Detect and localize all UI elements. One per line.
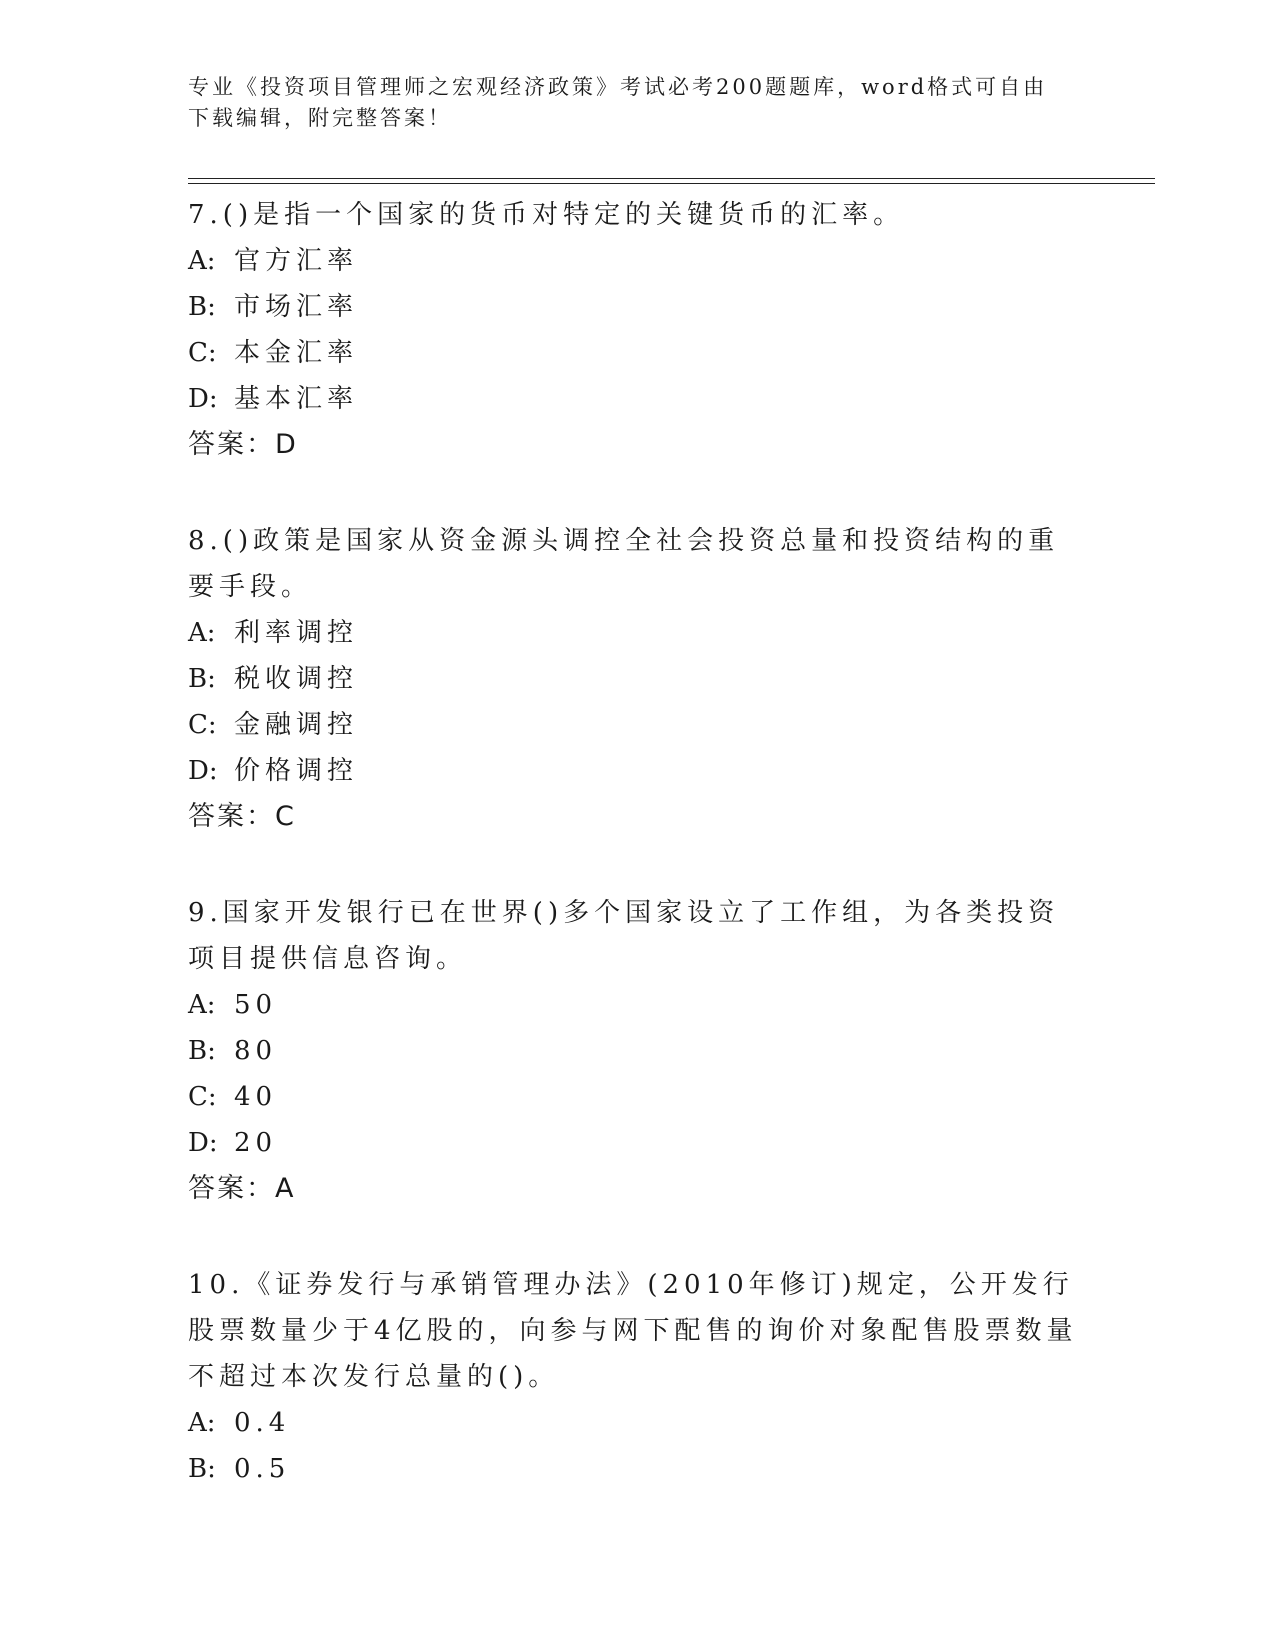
question-list — [188, 190, 1088, 1542]
option-text: 0.4 — [234, 1408, 291, 1438]
option-c — [188, 330, 1088, 376]
option-text: 价格调控 — [234, 756, 359, 786]
option-label: C: — [188, 338, 217, 368]
question-10 — [188, 1262, 1088, 1492]
option-label: A: — [188, 1408, 216, 1438]
option-label: D: — [188, 756, 218, 786]
option-text: 金融调控 — [234, 710, 359, 740]
option-label: B: — [188, 664, 216, 694]
option-label: A: — [188, 618, 216, 648]
document-header: 专业《投资项目管理师之宏观经济政策》考试必考200题题库，word格式可自由下载编辑，附完整答案！ — [188, 75, 1048, 130]
option-c — [188, 1074, 1088, 1120]
option-text: 市场汇率 — [234, 292, 359, 322]
answer-line: 答案：C — [188, 801, 296, 832]
option-label: A: — [188, 246, 216, 276]
option-a — [188, 982, 1088, 1028]
option-label: D: — [188, 384, 218, 414]
answer-line: 答案：D — [188, 429, 298, 460]
option-text: 官方汇率 — [234, 246, 359, 276]
option-d — [188, 748, 1088, 794]
option-label: A: — [188, 990, 216, 1020]
option-label: D: — [188, 1128, 218, 1158]
option-b — [188, 1028, 1088, 1074]
question-stem: 10.《证券发行与承销管理办法》(2010年修订)规定，公开发行股票数量少于4亿股的，向参与网下配售的询价对象配售股票数量不超过本次发行总量的()。 — [188, 1270, 1078, 1392]
question-8 — [188, 518, 1088, 840]
option-b — [188, 1446, 1088, 1492]
option-b — [188, 284, 1088, 330]
option-label: C: — [188, 710, 217, 740]
option-label: B: — [188, 1454, 216, 1484]
option-text: 利率调控 — [234, 618, 359, 648]
question-7 — [188, 192, 1088, 468]
option-text: 40 — [234, 1082, 278, 1112]
option-text: 税收调控 — [234, 664, 359, 694]
option-label: B: — [188, 292, 216, 322]
option-label: C: — [188, 1082, 217, 1112]
option-text: 0.5 — [234, 1454, 291, 1484]
option-a — [188, 238, 1088, 284]
option-text: 80 — [234, 1036, 278, 1066]
option-text: 20 — [234, 1128, 278, 1158]
option-a — [188, 610, 1088, 656]
option-text: 基本汇率 — [234, 384, 359, 414]
header-divider-top — [188, 178, 1155, 179]
question-stem: 9.国家开发银行已在世界()多个国家设立了工作组，为各类投资项目提供信息咨询。 — [188, 898, 1060, 974]
option-d — [188, 376, 1088, 422]
option-c — [188, 702, 1088, 748]
question-stem: 8.()政策是国家从资金源头调控全社会投资总量和投资结构的重要手段。 — [188, 526, 1060, 602]
question-9 — [188, 890, 1088, 1212]
option-d — [188, 1120, 1088, 1166]
header-divider-bottom — [188, 183, 1155, 184]
option-text: 本金汇率 — [234, 338, 359, 368]
option-b — [188, 656, 1088, 702]
answer-line: 答案：A — [188, 1173, 296, 1204]
option-label: B: — [188, 1036, 216, 1066]
question-stem: 7.()是指一个国家的货币对特定的关键货币的汇率。 — [188, 200, 905, 230]
option-text: 50 — [234, 990, 278, 1020]
option-a — [188, 1400, 1088, 1446]
